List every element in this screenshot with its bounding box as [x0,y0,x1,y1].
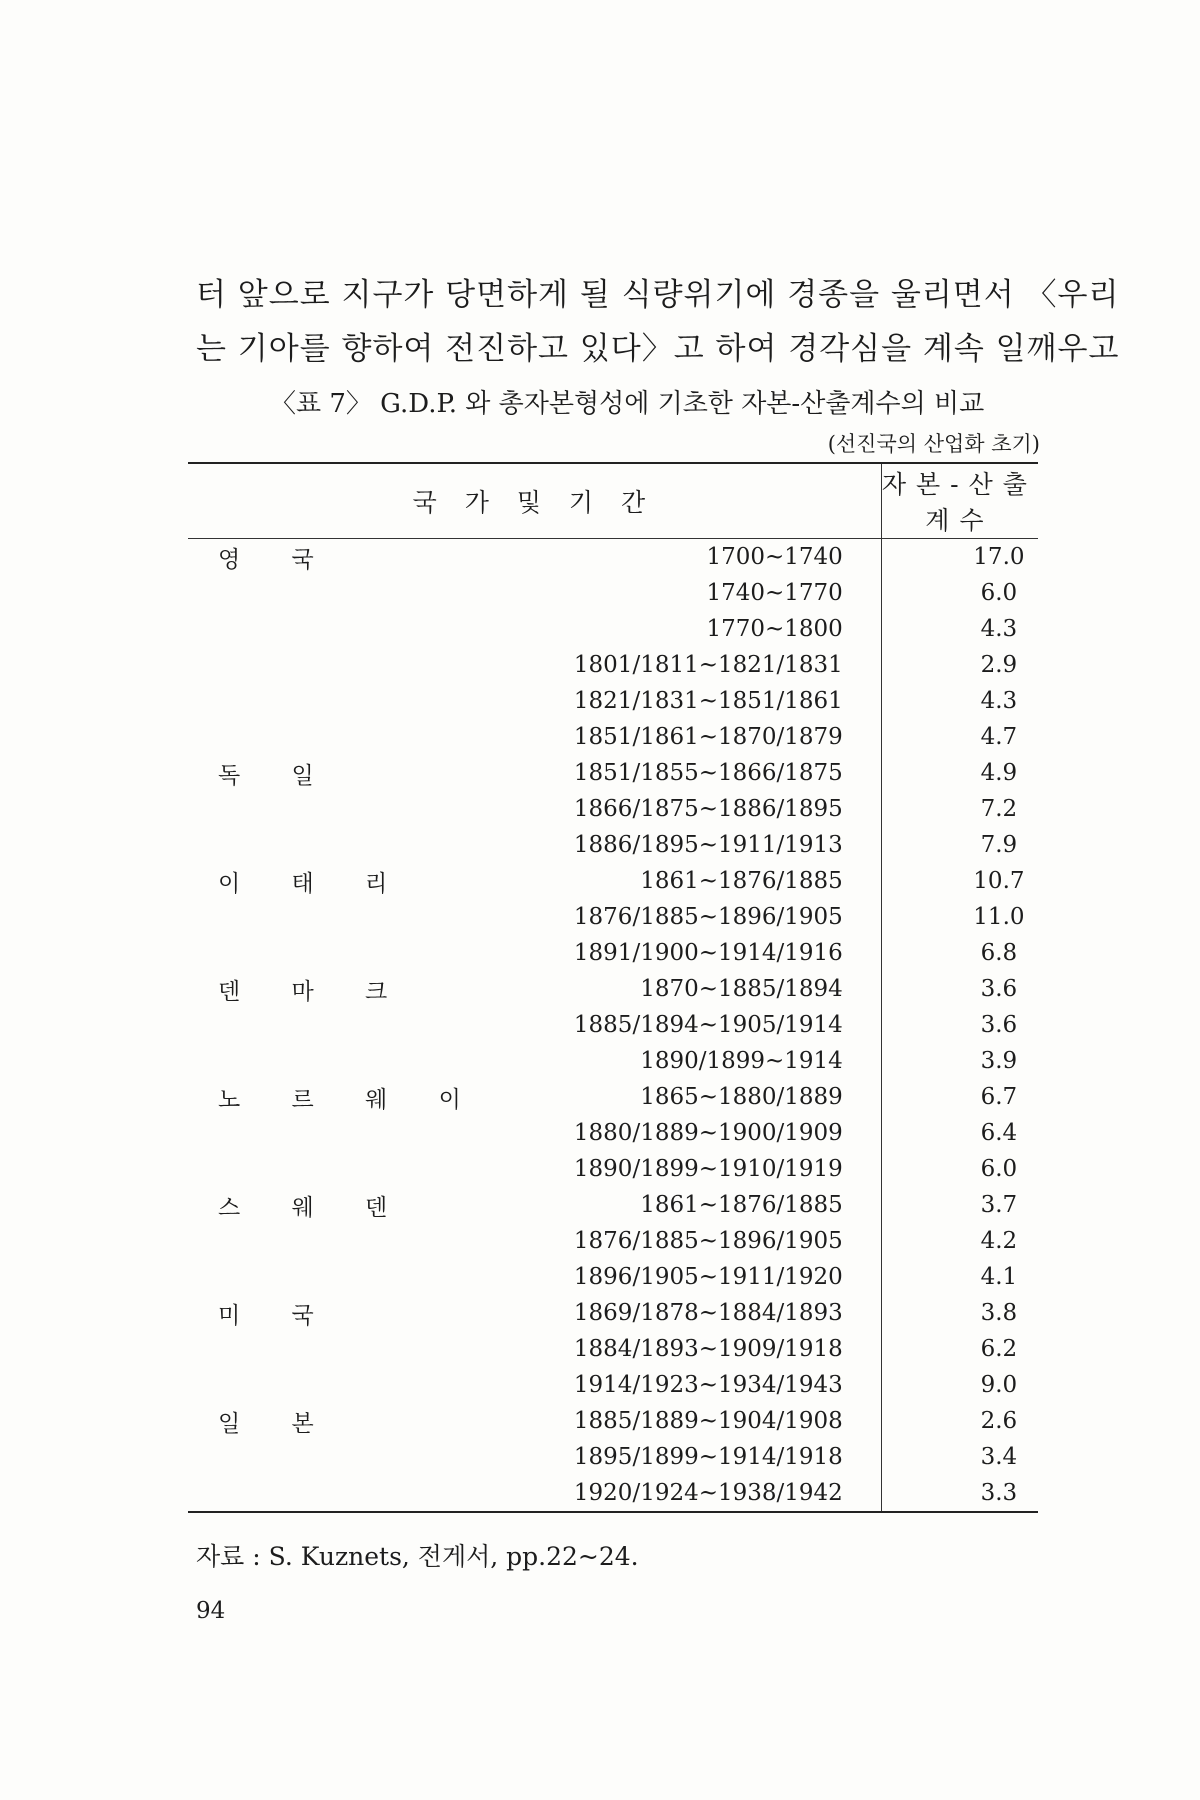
period-cell: 1890/1899~1910/1919 [573,1156,843,1182]
country-cell: 미 국 [218,1302,336,1329]
coefficient-cell: 6.8 [881,935,1038,971]
table-row [188,1259,1038,1295]
intro-paragraph [196,268,1120,376]
country-cell [188,1367,483,1403]
header-coefficient: 자본-산출계수 [881,464,1038,539]
country-cell [188,1439,483,1475]
coefficient-cell: 11.0 [881,899,1038,935]
table-row [188,971,1038,1007]
table-row [188,647,1038,683]
coefficient-cell: 3.6 [881,971,1038,1007]
table-title: 〈표 7〉 G.D.P. 와 총자본형성에 기초한 자본-산출계수의 비교 [270,389,985,419]
period-cell: 1861~1876/1885 [640,1192,843,1218]
table-row [188,1439,1038,1475]
period-cell: 1869/1878~1884/1893 [573,1300,843,1326]
country-cell [188,1331,483,1367]
page-number: 94 [196,1598,226,1624]
country-cell: 덴 마 크 [218,978,410,1005]
period-cell: 1770~1800 [706,616,843,642]
coefficient-cell: 4.7 [881,719,1038,755]
period-cell: 1895/1899~1914/1918 [573,1444,843,1470]
table-body [188,539,1038,1512]
table-row [188,1475,1038,1511]
period-cell: 1866/1875~1886/1895 [573,796,843,822]
period-cell: 1876/1885~1896/1905 [573,904,843,930]
table-row [188,1187,1038,1223]
period-cell: 1865~1880/1889 [640,1084,843,1110]
intro-line: 는 기아를 향하여 전진하고 있다〉고 하여 경각심을 계속 일깨우고 [196,331,1120,367]
table-row [188,1079,1038,1115]
period-cell: 1876/1885~1896/1905 [573,1228,843,1254]
country-cell [188,611,483,647]
table-row [188,1295,1038,1331]
period-cell: 1885/1889~1904/1908 [573,1408,843,1434]
country-cell [188,1151,483,1187]
header-country-period: 국 가 및 기 간 [188,464,881,539]
table-bottom-rule [188,1511,1038,1513]
table-row [188,1223,1038,1259]
coefficient-cell: 2.9 [881,647,1038,683]
coefficient-cell: 7.9 [881,827,1038,863]
period-cell: 1920/1924~1938/1942 [573,1480,843,1506]
period-cell: 1851/1861~1870/1879 [573,724,843,750]
coefficient-cell: 4.3 [881,683,1038,719]
country-cell [188,647,483,683]
table-row [188,827,1038,863]
table-row [188,1331,1038,1367]
table-row [188,1007,1038,1043]
coefficient-cell: 6.0 [881,1151,1038,1187]
country-cell [188,1007,483,1043]
table-row [188,1367,1038,1403]
country-cell [188,1223,483,1259]
country-cell [188,827,483,863]
period-cell: 1870~1885/1894 [640,976,843,1002]
country-cell [188,575,483,611]
country-cell [188,683,483,719]
country-cell [188,719,483,755]
period-cell: 1861~1876/1885 [640,868,843,894]
capital-output-table [188,462,1038,1513]
table-row [188,899,1038,935]
table-row [188,575,1038,611]
country-cell: 독 일 [218,762,336,789]
header-row [188,464,1038,539]
country-cell [188,1475,483,1511]
coefficient-cell: 7.2 [881,791,1038,827]
table-row [188,539,1038,576]
table-row [188,719,1038,755]
coefficient-cell: 3.3 [881,1475,1038,1511]
country-cell [188,1115,483,1151]
period-cell: 1740~1770 [706,580,843,606]
coefficient-cell: 9.0 [881,1367,1038,1403]
table-row [188,791,1038,827]
table-row [188,611,1038,647]
period-cell: 1914/1923~1934/1943 [573,1372,843,1398]
intro-line: 터 앞으로 지구가 당면하게 될 식량위기에 경종을 울리면서 〈우리 [196,277,1120,313]
period-cell: 1801/1811~1821/1831 [573,652,843,678]
table-row [188,935,1038,971]
table-row [188,1151,1038,1187]
coefficient-cell: 6.7 [881,1079,1038,1115]
table-row [188,755,1038,791]
period-cell: 1821/1831~1851/1861 [573,688,843,714]
country-cell [188,935,483,971]
coefficient-cell: 6.4 [881,1115,1038,1151]
period-cell: 1896/1905~1911/1920 [573,1264,843,1290]
coefficient-cell: 6.0 [881,575,1038,611]
country-cell [188,791,483,827]
source-note: 자료 : S. Kuznets, 전게서, pp.22~24. [196,1542,639,1571]
data-table [188,464,1038,1511]
coefficient-cell: 2.6 [881,1403,1038,1439]
period-cell: 1880/1889~1900/1909 [573,1120,843,1146]
coefficient-cell: 10.7 [881,863,1038,899]
period-cell: 1891/1900~1914/1916 [573,940,843,966]
country-cell: 일 본 [218,1410,336,1437]
period-cell: 1890/1899~1914 [640,1048,843,1074]
coefficient-cell: 4.3 [881,611,1038,647]
table-row [188,1115,1038,1151]
coefficient-cell: 3.6 [881,1007,1038,1043]
coefficient-cell: 17.0 [881,539,1038,576]
country-cell: 영 국 [218,546,336,573]
table-row [188,1043,1038,1079]
period-cell: 1851/1855~1866/1875 [573,760,843,786]
country-cell: 스 웨 덴 [218,1194,410,1221]
table-row [188,863,1038,899]
coefficient-cell: 3.7 [881,1187,1038,1223]
country-cell: 이 태 리 [218,870,410,897]
period-cell: 1700~1740 [706,544,843,570]
country-cell [188,1259,483,1295]
coefficient-cell: 3.9 [881,1043,1038,1079]
table-row [188,683,1038,719]
coefficient-cell: 4.1 [881,1259,1038,1295]
coefficient-cell: 3.4 [881,1439,1038,1475]
country-cell [188,1043,483,1079]
period-cell: 1886/1895~1911/1913 [573,832,843,858]
coefficient-cell: 4.2 [881,1223,1038,1259]
country-cell: 노 르 웨 이 [218,1086,483,1113]
coefficient-cell: 4.9 [881,755,1038,791]
table-subtitle: (선진국의 산업화 초기) [827,432,1040,456]
period-cell: 1885/1894~1905/1914 [573,1012,843,1038]
coefficient-cell: 3.8 [881,1295,1038,1331]
period-cell: 1884/1893~1909/1918 [573,1336,843,1362]
country-cell [188,899,483,935]
table-row [188,1403,1038,1439]
coefficient-cell: 6.2 [881,1331,1038,1367]
